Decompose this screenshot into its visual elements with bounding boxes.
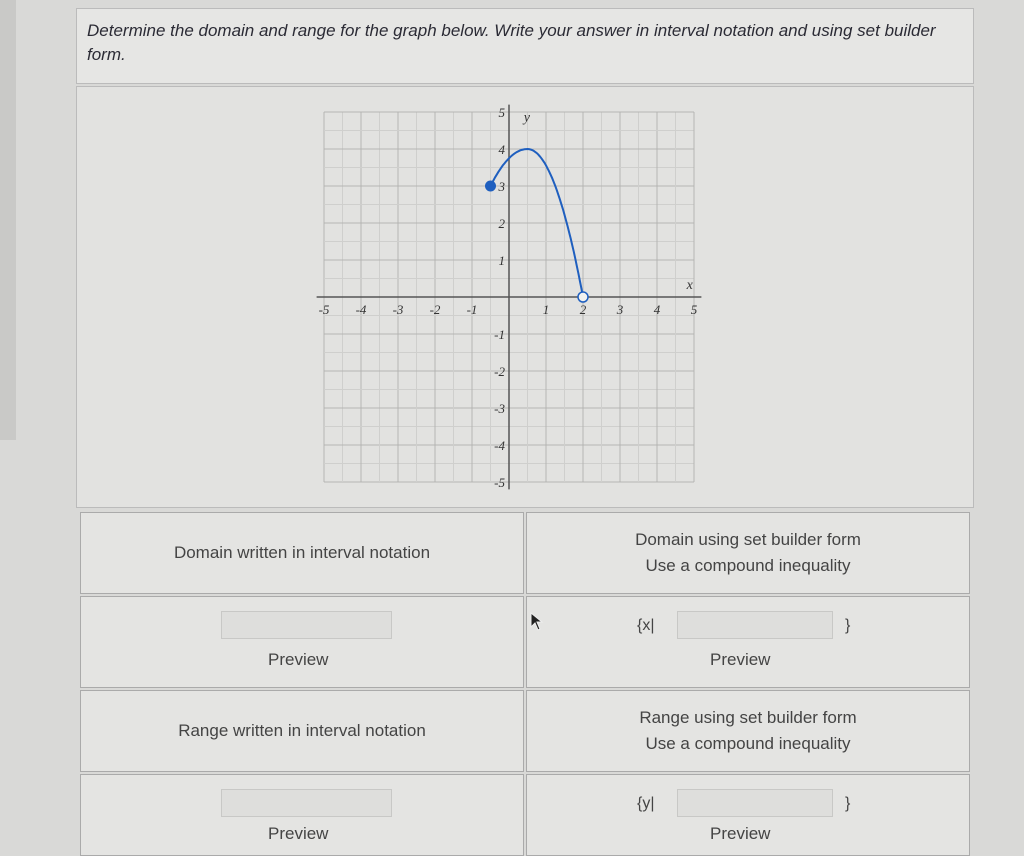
x-axis-label: x	[686, 278, 693, 293]
range-set-input-cell	[526, 774, 970, 856]
domain-set-input-cell	[526, 596, 970, 688]
x-tick-label: 2	[579, 302, 587, 317]
domain-set-label-cell	[526, 512, 970, 594]
range-set-prefix: {y|	[637, 795, 655, 812]
x-tick-label: -1	[466, 302, 478, 317]
range-interval-preview-button[interactable]: Preview	[268, 824, 329, 843]
range-set-label-cell	[526, 690, 970, 772]
y-tick-label: 3	[498, 179, 505, 194]
x-tick-label: -5	[318, 302, 330, 317]
question-text: Determine the domain and range for the graph below. Write your answer in interval notation and using set builder form.	[87, 21, 936, 64]
question-panel	[76, 8, 974, 84]
y-tick-label: -1	[494, 327, 505, 342]
y-tick-label: 4	[498, 142, 505, 157]
range-interval-label-cell	[80, 690, 524, 772]
y-tick-label: 2	[498, 216, 505, 231]
domain-set-label: Domain using set builder form	[635, 530, 861, 549]
range-interval-label: Range written in interval notation	[178, 721, 426, 740]
range-set-preview-button[interactable]: Preview	[710, 824, 771, 843]
range-set-hint: Use a compound inequality	[645, 734, 851, 753]
y-tick-label: 5	[498, 105, 505, 120]
domain-set-input[interactable]	[677, 611, 833, 639]
range-set-input[interactable]	[677, 789, 833, 817]
domain-set-suffix: }	[845, 617, 851, 634]
y-tick-label: -2	[494, 364, 505, 379]
domain-interval-input[interactable]	[221, 611, 392, 639]
y-axis-label: y	[523, 110, 531, 126]
graph-axes	[317, 105, 702, 490]
range-set-suffix: }	[845, 795, 851, 812]
x-tick-label: 4	[653, 302, 661, 317]
domain-interval-label-cell	[80, 512, 524, 594]
x-tick-label: -3	[392, 302, 404, 317]
x-tick-label: 3	[616, 302, 624, 317]
x-tick-label: 5	[690, 302, 698, 317]
domain-interval-label: Domain written in interval notation	[173, 543, 431, 562]
y-tick-label: 1	[498, 253, 505, 268]
y-tick-label: -4	[494, 438, 505, 453]
background-strip	[0, 0, 16, 440]
domain-set-hint: Use a compound inequality	[645, 556, 851, 575]
domain-set-preview-button[interactable]: Preview	[710, 650, 771, 669]
domain-interval-preview-button[interactable]: Preview	[268, 650, 329, 669]
domain-interval-input-cell	[80, 596, 524, 688]
range-interval-input-cell	[80, 774, 524, 856]
closed-endpoint	[486, 181, 496, 191]
coordinate-graph	[318, 97, 717, 497]
y-tick-label: -3	[494, 401, 505, 416]
range-interval-input[interactable]	[221, 789, 392, 817]
x-tick-label: 1	[542, 302, 550, 317]
domain-set-prefix: {x|	[637, 617, 655, 634]
open-endpoint	[578, 292, 588, 302]
x-tick-label: -2	[429, 302, 441, 317]
graph-panel	[76, 86, 974, 508]
range-set-label: Range using set builder form	[639, 708, 857, 727]
mouse-pointer-icon	[530, 612, 544, 632]
y-tick-label: -5	[494, 475, 505, 490]
x-tick-label: -4	[355, 302, 367, 317]
